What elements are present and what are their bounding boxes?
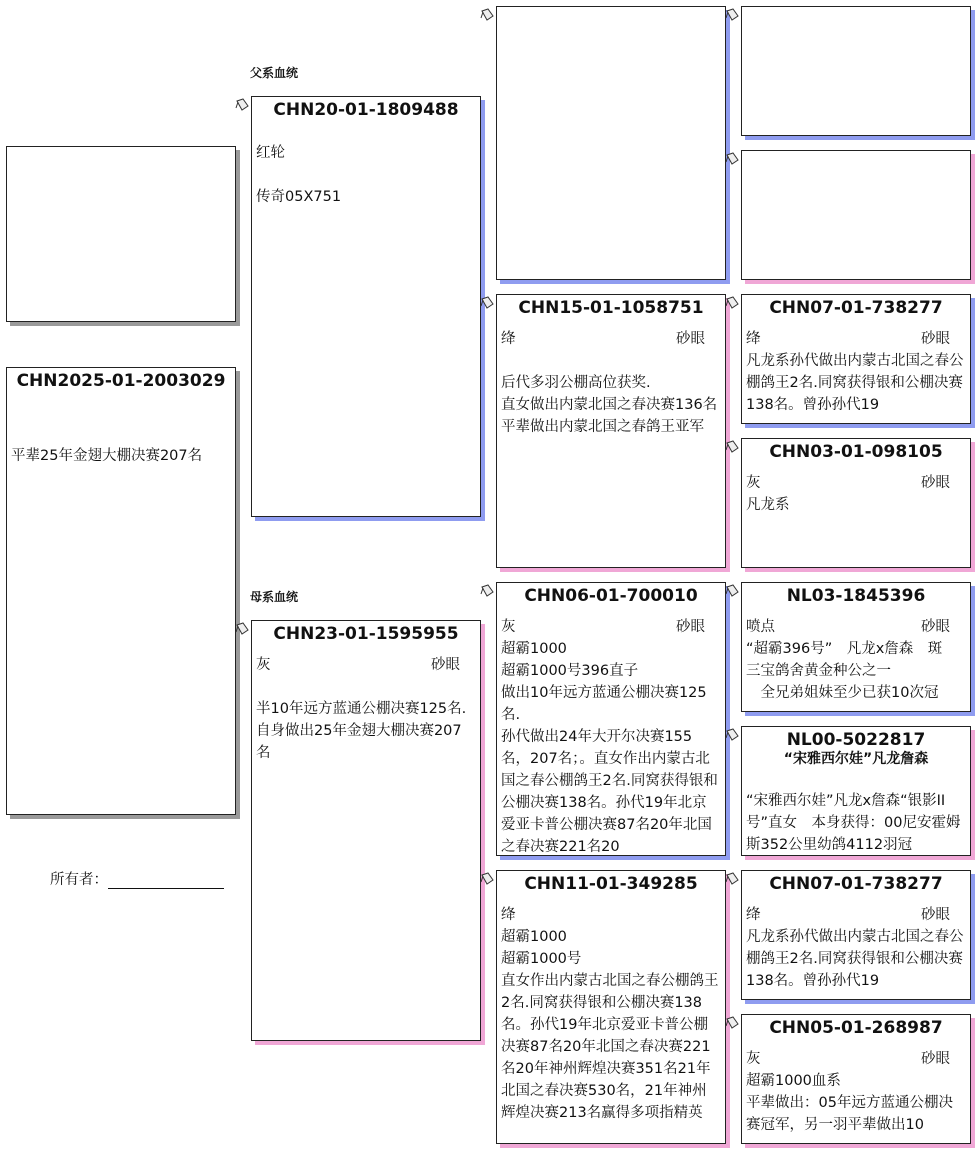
dam-dam-ring-number: CHN11-01-349285 <box>524 874 698 894</box>
sire-dam-line: 平辈做出内蒙北国之春鸽王亚军 <box>501 419 704 435</box>
dam-sire-card[interactable] <box>496 582 726 856</box>
sds-color: 绛 <box>746 331 761 347</box>
sire-dam-eye: 砂眼 <box>676 331 705 347</box>
dds-ring-number: CHN07-01-738277 <box>769 874 943 894</box>
sds-traits <box>742 328 970 350</box>
dsd-ring-number: NL00-5022817 <box>786 730 926 750</box>
subject-card[interactable] <box>6 367 236 815</box>
sdd-note: 凡龙系 <box>746 497 790 513</box>
edit-icon[interactable] <box>480 8 494 22</box>
sire-name: 红轮 <box>256 145 285 161</box>
sdd-ring-number: CHN03-01-098105 <box>769 442 943 462</box>
sds-eye: 砂眼 <box>921 331 950 347</box>
ddd-traits <box>742 1048 970 1070</box>
dsd-title: “宋雅西尔娃”凡龙詹森 <box>783 751 929 767</box>
dam-eye: 砂眼 <box>431 657 460 673</box>
sire-sire-card[interactable] <box>496 6 726 280</box>
dam-note: 半10年远方蓝通公棚决赛125名. 自身做出25年金翅大棚决赛207名 <box>256 701 496 761</box>
photo-frame[interactable] <box>6 146 236 322</box>
sire-note: 传奇05X751 <box>256 189 342 205</box>
dam-sire-eye: 砂眼 <box>676 619 705 635</box>
dss-line: 全兄弟姐妹至少已获10次冠 <box>746 685 939 701</box>
edit-icon[interactable] <box>725 152 739 166</box>
edit-icon[interactable] <box>725 1016 739 1030</box>
dss-ring-number: NL03-1845396 <box>786 586 926 606</box>
dam-traits <box>252 654 480 676</box>
sdd-eye: 砂眼 <box>921 475 950 491</box>
subject-note: 平辈25年金翅大棚决赛207名 <box>11 448 203 464</box>
dss-traits <box>742 616 970 638</box>
edit-icon[interactable] <box>235 98 249 112</box>
edit-icon[interactable] <box>725 728 739 742</box>
sire-dam-color: 绛 <box>501 331 516 347</box>
dds-traits <box>742 904 970 926</box>
edit-icon[interactable] <box>725 296 739 310</box>
sire-dam-line: 后代多羽公棚高位获奖. <box>501 375 651 391</box>
dam-dam-line: 超霸1000号 <box>501 951 582 967</box>
dss-card[interactable] <box>741 582 971 712</box>
dsd-note: “宋雅西尔娃”凡龙x詹森“银影II号”直女 本身获得：00尼安霍姆斯352公里幼鸽4112羽冠 <box>746 793 961 853</box>
dds-eye: 砂眼 <box>921 907 950 923</box>
dam-sire-line: 超霸1000 <box>501 641 567 657</box>
ddd-eye: 砂眼 <box>921 1051 950 1067</box>
owner-field[interactable] <box>50 868 224 889</box>
dam-sire-traits <box>497 616 725 638</box>
sdd-traits <box>742 472 970 494</box>
dss-eye: 砂眼 <box>921 619 950 635</box>
dam-dam-card[interactable] <box>496 870 726 1144</box>
sire-card[interactable] <box>251 96 481 517</box>
dam-card[interactable] <box>251 620 496 1041</box>
dam-sire-color: 灰 <box>501 619 516 635</box>
edit-icon[interactable] <box>725 8 739 22</box>
dsd-card[interactable] <box>741 726 971 856</box>
ddd-line: 平辈做出：05年远方蓝通公棚决赛冠军，另一羽平辈做出10 <box>746 1095 953 1133</box>
dds-color: 绛 <box>746 907 761 923</box>
sire-dam-card[interactable] <box>496 294 726 568</box>
ddd-color: 灰 <box>746 1051 761 1067</box>
dss-line: 三宝鸽舍黄金种公之一 <box>746 663 891 679</box>
dam-sire-line: 孙代做出24年大开尔决赛155名，207名；。直女作出内蒙古北国之春公棚鸽王2名.同窝获得银和公棚决赛138名。孙代19年北京爱亚卡普公棚决赛87名20年北国之春决赛221名20 <box>501 729 718 855</box>
sds-ring-number: CHN07-01-738277 <box>769 298 943 318</box>
dam-color: 灰 <box>256 657 271 673</box>
sire-ring-number: CHN20-01-1809488 <box>273 100 459 120</box>
edit-icon[interactable] <box>725 872 739 886</box>
sds-note: 凡龙系孙代做出内蒙古北国之春公棚鸽王2名.同窝获得银和公棚决赛138名。曾孙孙代19 <box>746 353 964 413</box>
ddd-card[interactable] <box>741 1014 971 1144</box>
sdd-card[interactable] <box>741 438 971 568</box>
sds-card[interactable] <box>741 294 971 424</box>
ssd-card[interactable] <box>741 150 971 280</box>
sdd-color: 灰 <box>746 475 761 491</box>
dds-note: 凡龙系孙代做出内蒙古北国之春公棚鸽王2名.同窝获得银和公棚决赛138名。曾孙孙代19 <box>746 929 964 989</box>
dam-dam-line: 超霸1000 <box>501 929 567 945</box>
dam-ring-number: CHN23-01-1595955 <box>273 624 459 644</box>
dam-dam-color: 绛 <box>501 907 516 923</box>
subject-ring-number: CHN2025-01-2003029 <box>16 371 226 391</box>
dss-line: “超霸396号” 凡龙x詹森 斑 <box>746 641 943 657</box>
edit-icon[interactable] <box>480 584 494 598</box>
edit-icon[interactable] <box>725 584 739 598</box>
dds-card[interactable] <box>741 870 971 1000</box>
edit-icon[interactable] <box>480 296 494 310</box>
dam-section-label: 母系血统 <box>250 590 299 604</box>
sire-dam-line: 直女做出内蒙北国之春决赛136名 <box>501 397 718 413</box>
owner-label: 所有者： <box>50 872 108 888</box>
dam-sire-ring-number: CHN06-01-700010 <box>524 586 698 606</box>
dss-color: 喷点 <box>746 619 775 635</box>
dam-sire-line: 超霸1000号396直子 <box>501 663 639 679</box>
sss-card[interactable] <box>741 6 971 136</box>
dam-dam-line: 直女作出内蒙古北国之春公棚鸽王2名.同窝获得银和公棚决赛138名。孙代19年北京爱亚卡普公棚决赛87名20年北国之春决赛221名20年神州辉煌决赛351名21年北国之春决赛530名，21年神州辉煌决赛213名赢得多项指精英 <box>501 973 719 1121</box>
sire-section-label: 父系血统 <box>250 66 299 80</box>
edit-icon[interactable] <box>235 622 249 636</box>
dam-sire-line: 做出10年远方蓝通公棚决赛125名. <box>501 685 707 723</box>
ddd-ring-number: CHN05-01-268987 <box>769 1018 943 1038</box>
sire-dam-traits <box>497 328 725 350</box>
ddd-line: 超霸1000血系 <box>746 1073 841 1089</box>
owner-line[interactable] <box>108 871 224 889</box>
edit-icon[interactable] <box>725 440 739 454</box>
sire-dam-ring-number: CHN15-01-1058751 <box>518 298 704 318</box>
edit-icon[interactable] <box>480 872 494 886</box>
